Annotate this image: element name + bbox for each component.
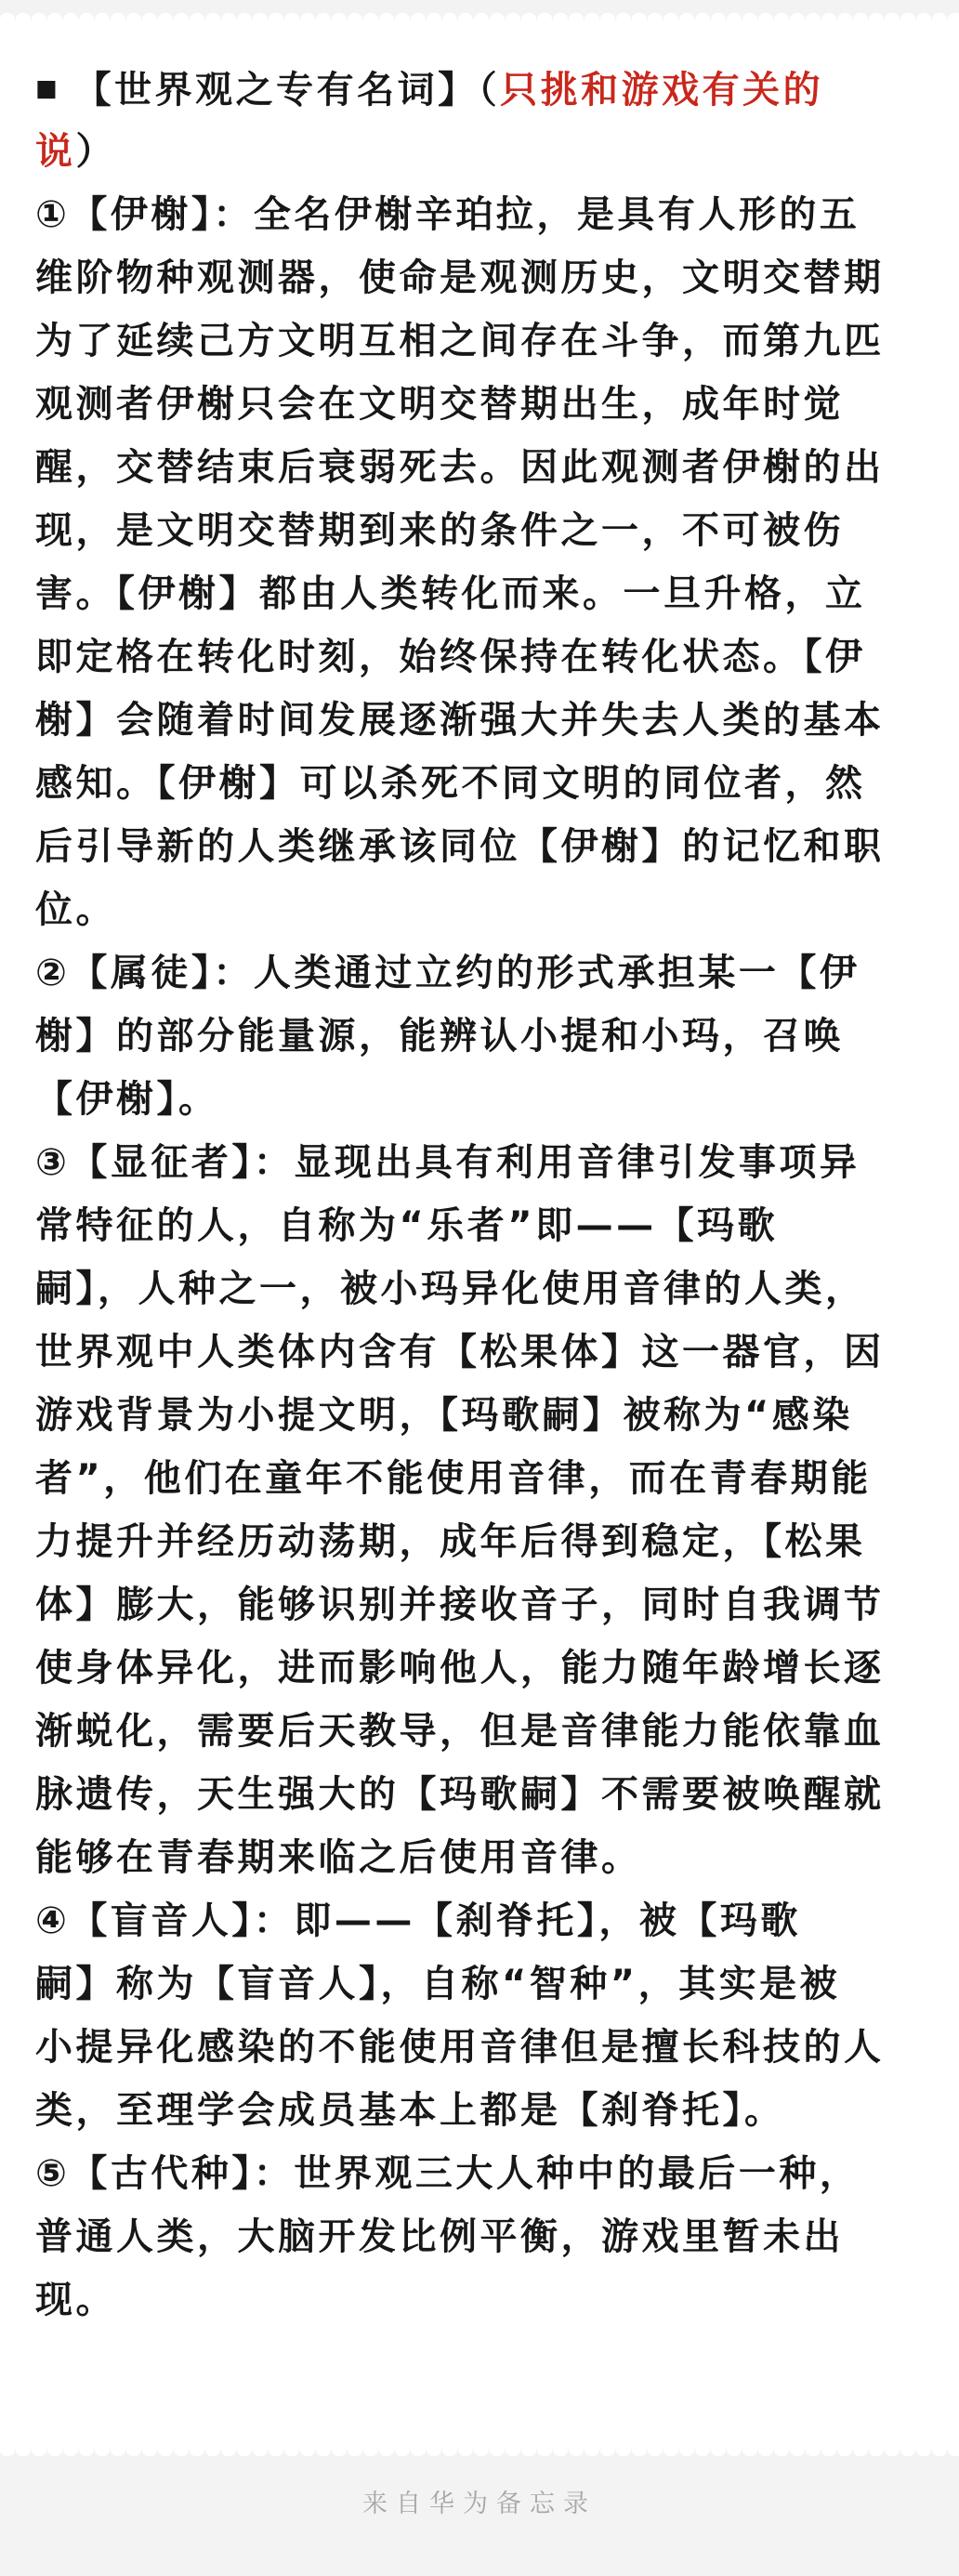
note-line xyxy=(35,57,935,120)
note-text: 者”，他们在童年不能使用音律，而在青春期能 xyxy=(35,1457,872,1500)
note-text: ） xyxy=(75,130,116,173)
note-text: 醒，交替结束后衰弱死去。因此观测者伊榭的出 xyxy=(35,446,885,489)
note-text: 为了延续己方文明互相之间存在斗争，而第九匹 xyxy=(35,320,885,362)
note-line xyxy=(35,2205,935,2268)
note-text: 榭】的部分能量源，能辨认小提和小玛，召唤 xyxy=(35,1015,844,1058)
note-paper xyxy=(0,20,959,2449)
note-line xyxy=(35,1700,935,1763)
note-line xyxy=(35,436,935,499)
note-line xyxy=(35,2268,935,2332)
note-line xyxy=(35,309,935,373)
note-line xyxy=(35,689,935,752)
note-text: 常特征的人，自称为“乐者”即——【玛歌 xyxy=(35,1204,779,1247)
note-text: 使身体异化，进而影响他人，能力随年龄增长逐 xyxy=(35,1647,885,1689)
note-text: 即定格在转化时刻，始终保持在转化状态。【伊 xyxy=(35,636,866,678)
memo-source-label: 来自华为备忘录 xyxy=(362,2490,597,2518)
note-line xyxy=(35,1763,935,1826)
torn-edge-bottom xyxy=(0,2449,959,2459)
note-line xyxy=(35,878,935,941)
note-line xyxy=(35,373,935,436)
note-line xyxy=(35,1447,935,1510)
note-line xyxy=(35,246,935,309)
note-text: 世界观中人类体内含有【松果体】这一器官，因 xyxy=(35,1331,885,1373)
note-text: 【伊榭】。 xyxy=(35,1078,219,1121)
note-line xyxy=(35,1573,935,1636)
note-line xyxy=(35,1952,935,2016)
note-text: 维阶物种观测器，使命是观测历史，文明交替期 xyxy=(35,256,885,299)
note-text: 现。 xyxy=(35,2279,116,2321)
note-line xyxy=(35,625,935,689)
note-text: 嗣】称为【盲音人】，自称“智种”，其实是被 xyxy=(35,1963,841,2005)
note-text: 小提异化感染的不能使用音律但是擅长科技的人 xyxy=(35,2026,885,2069)
note-text: 类，至理学会成员基本上都是【刹脊托】。 xyxy=(35,2089,785,2132)
note-text: 榭】会随着时间发展逐渐强大并失去人类的基本 xyxy=(35,699,885,742)
note-line xyxy=(35,1257,935,1321)
note-text: 体】膨大，能够识别并接收音子，同时自我调节 xyxy=(35,1584,885,1626)
note-line xyxy=(35,2016,935,2079)
note-line xyxy=(35,815,935,878)
note-text: 脉遗传，天生强大的【玛歌嗣】不需要被唤醒就 xyxy=(35,1773,885,1816)
note-line xyxy=(35,941,935,1005)
note-line xyxy=(35,2142,935,2205)
note-line xyxy=(35,752,935,815)
note-line xyxy=(35,1321,935,1384)
note-text: 能够在青春期来临之后使用音律。 xyxy=(35,1836,642,1879)
note-line xyxy=(35,1068,935,1131)
note-text: 游戏背景为小提文明，【玛歌嗣】被称为“感染 xyxy=(35,1394,853,1437)
note-line xyxy=(35,1384,935,1447)
note-line xyxy=(35,1636,935,1700)
note-body xyxy=(35,57,935,2332)
note-text: 渐蜕化，需要后天教导，但是音律能力能依靠血 xyxy=(35,1710,885,1753)
note-text: ③【显征者】：显现出具有利用音律引发事项异 xyxy=(35,1141,860,1184)
note-text: 位。 xyxy=(35,888,116,931)
note-text: 嗣】，人种之一，被小玛异化使用音律的人类， xyxy=(35,1268,866,1310)
square-bullet-icon: ■ xyxy=(35,74,58,101)
note-text: 观测者伊榭只会在文明交替期出生，成年时觉 xyxy=(35,383,844,426)
note-line xyxy=(35,1826,935,1889)
note-line xyxy=(35,183,935,246)
note-line xyxy=(35,120,935,183)
note-line xyxy=(35,562,935,625)
note-text: 害。【伊榭】都由人类转化而来。一旦升格，立 xyxy=(35,572,866,615)
note-line xyxy=(35,1889,935,1952)
red-emphasis-text: 只挑和游戏有关的 xyxy=(500,69,824,112)
note-text: 普通人类，大脑开发比例平衡，游戏里暂未出 xyxy=(35,2215,844,2258)
note-line xyxy=(35,1131,935,1194)
note-text: 感知。【伊榭】可以杀死不同文明的同位者，然 xyxy=(35,762,866,805)
note-text: ①【伊榭】：全名伊榭辛珀拉，是具有人形的五 xyxy=(35,193,860,236)
note-line xyxy=(35,1005,935,1068)
note-text: ④【盲音人】：即——【刹脊托】，被【玛歌 xyxy=(35,1899,801,1942)
note-line xyxy=(35,499,935,562)
note-line xyxy=(35,1510,935,1573)
red-emphasis-text: 说 xyxy=(35,130,76,173)
note-line xyxy=(35,1194,935,1257)
torn-edge-top xyxy=(0,10,959,20)
note-text: 后引导新的人类继承该同位【伊榭】的记忆和职 xyxy=(35,825,885,868)
note-line xyxy=(35,2079,935,2142)
note-text: 【世界观之专有名词】（ xyxy=(73,69,501,112)
note-text: ②【属徒】：人类通过立约的形式承担某一【伊 xyxy=(35,952,860,994)
note-text: 现，是文明交替期到来的条件之一，不可被伤 xyxy=(35,509,844,552)
note-text: 力提升并经历动荡期，成年后得到稳定，【松果 xyxy=(35,1520,866,1563)
note-text: ⑤【古代种】：世界观三大人种中的最后一种， xyxy=(35,2152,860,2195)
